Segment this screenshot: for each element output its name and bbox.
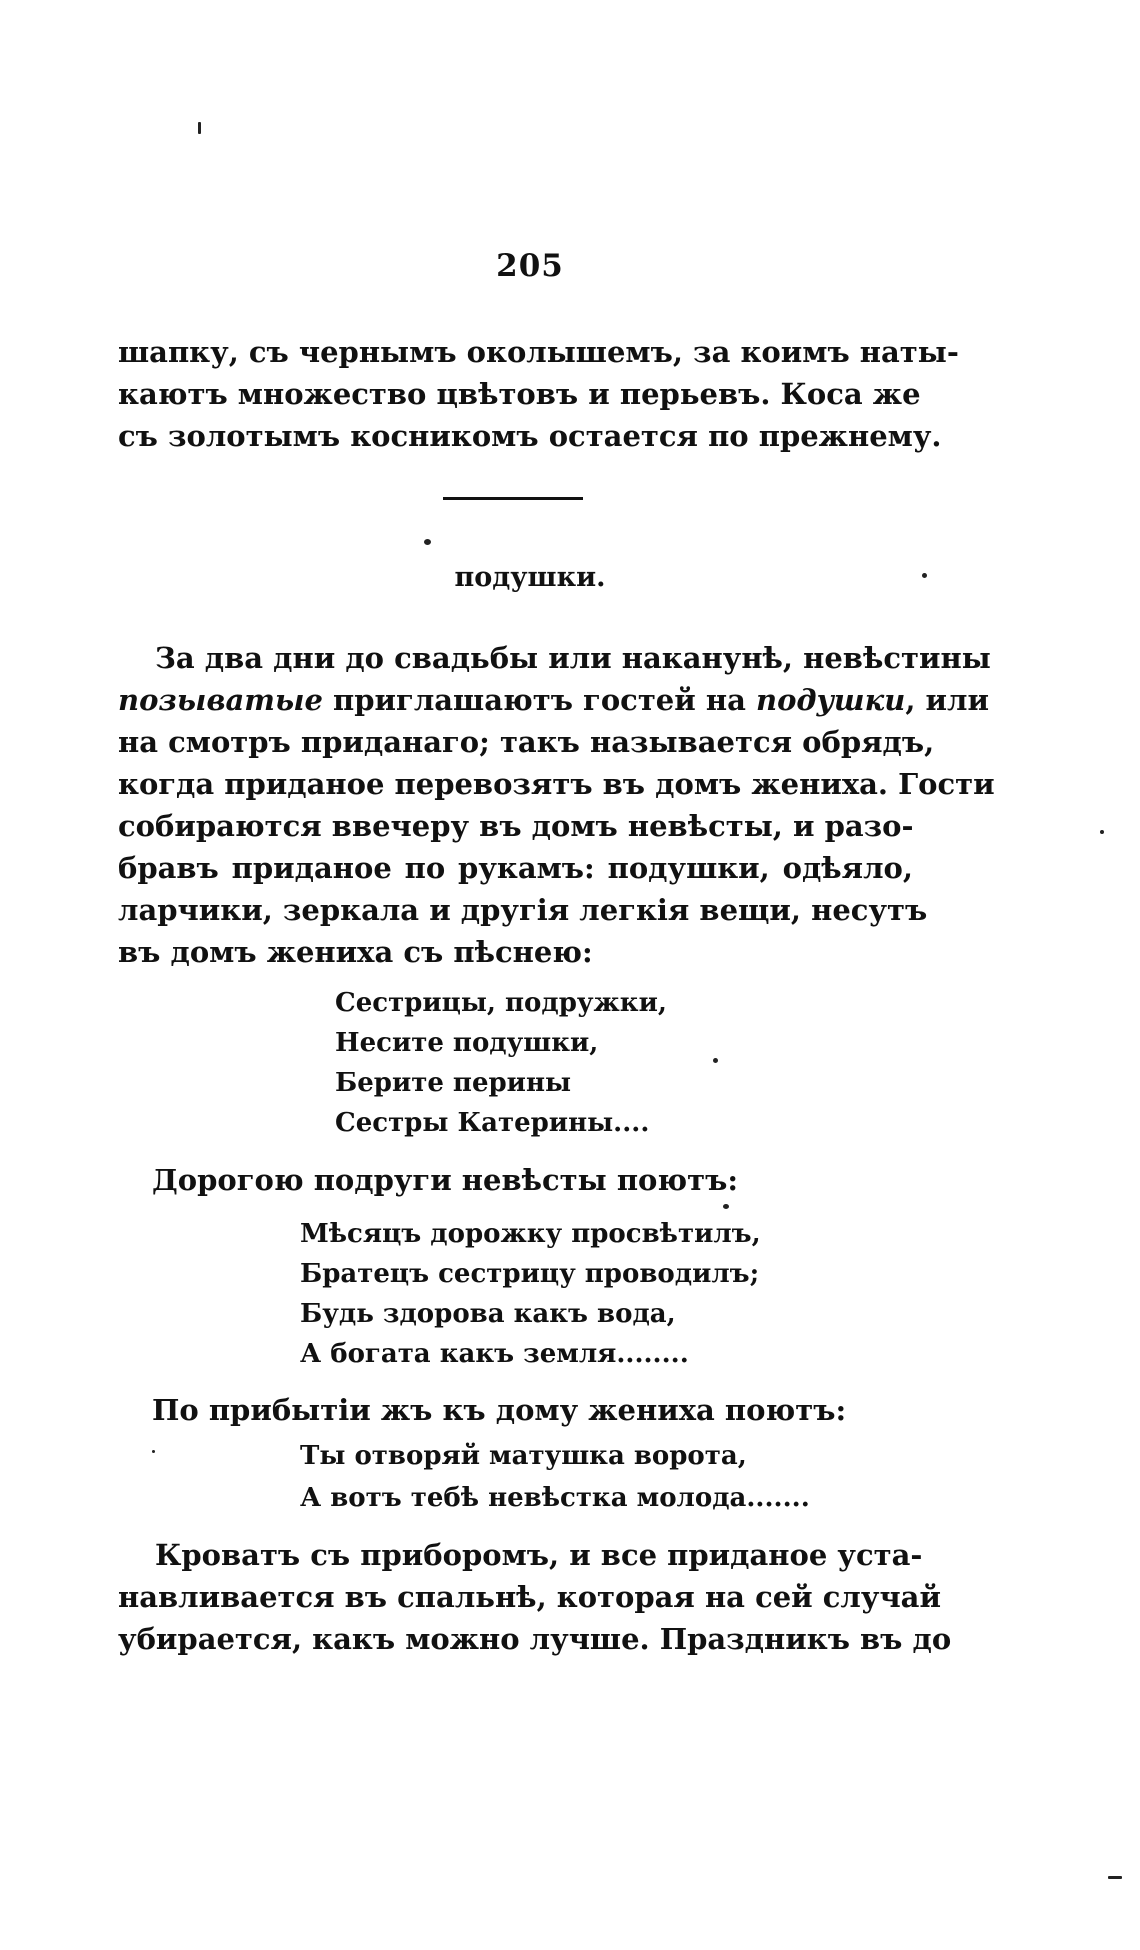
text-line: каютъ множество цвѣтовъ и перьевъ. Коса же <box>118 377 921 411</box>
scan-speck <box>198 122 201 134</box>
text-line: По прибытіи жъ къ дому жениха поютъ: <box>152 1393 847 1427</box>
verse-line: Мѣсяцъ дорожку просвѣтилъ, <box>300 1219 761 1249</box>
page-number: 205 <box>496 248 564 284</box>
text-line: на смотръ приданаго; такъ называется обрядъ, <box>118 725 935 759</box>
text-line: За два дни до свадьбы или наканунѣ, невѣстины <box>155 641 991 675</box>
text-line: собираются ввечеру въ домъ невѣсты, и разо- <box>118 809 914 843</box>
scan-speck <box>1108 1876 1122 1879</box>
text-line: когда приданое перевозятъ въ домъ жениха. Гости <box>118 767 995 801</box>
verse-line: Сестры Катерины.... <box>335 1108 650 1138</box>
verse-line: Берите перины <box>335 1068 572 1098</box>
text-line <box>118 680 989 720</box>
italic-term: позыватые <box>118 683 323 717</box>
text-line: шапку, съ чернымъ околышемъ, за коимъ наты- <box>118 335 959 369</box>
scan-speck <box>152 1450 155 1453</box>
verse-line: А богата какъ земля........ <box>300 1339 689 1369</box>
text-line: убирается, какъ можно лучше. Праздникъ въ до <box>118 1622 952 1656</box>
text-segment: , или <box>905 683 989 717</box>
verse-line: А вотъ тебѣ невѣстка молода....... <box>300 1483 810 1513</box>
italic-term: подушки <box>755 683 906 717</box>
text-line: бравъ приданое по рукамъ: подушки, одѣяло, <box>118 851 913 885</box>
text-segment: приглашаютъ гостей на <box>322 683 756 717</box>
scan-speck <box>424 539 431 545</box>
verse-line: Ты отворяй матушка ворота, <box>300 1441 747 1471</box>
scan-speck <box>723 1204 729 1209</box>
section-divider <box>443 497 583 500</box>
text-line: Кроватъ съ приборомъ, и все приданое уста- <box>155 1538 923 1572</box>
text-line: Дорогою подруги невѣсты поютъ: <box>152 1163 739 1197</box>
scan-speck <box>1100 830 1104 834</box>
verse-line: Братецъ сестрицу проводилъ; <box>300 1259 760 1289</box>
verse-line: Сестрицы, подружки, <box>335 988 667 1018</box>
scan-speck <box>713 1058 718 1063</box>
text-line: съ золотымъ косникомъ остается по прежнему. <box>118 419 942 453</box>
section-title: подушки. <box>454 562 606 593</box>
verse-line: Несите подушки, <box>335 1028 599 1058</box>
verse-line: Будь здорова какъ вода, <box>300 1299 676 1329</box>
text-line: ларчики, зеркала и другія легкія вещи, несутъ <box>118 893 928 927</box>
text-line: въ домъ жениха съ пѣснею: <box>118 935 593 969</box>
text-line: навливается въ спальнѣ, которая на сей случай <box>118 1580 941 1614</box>
